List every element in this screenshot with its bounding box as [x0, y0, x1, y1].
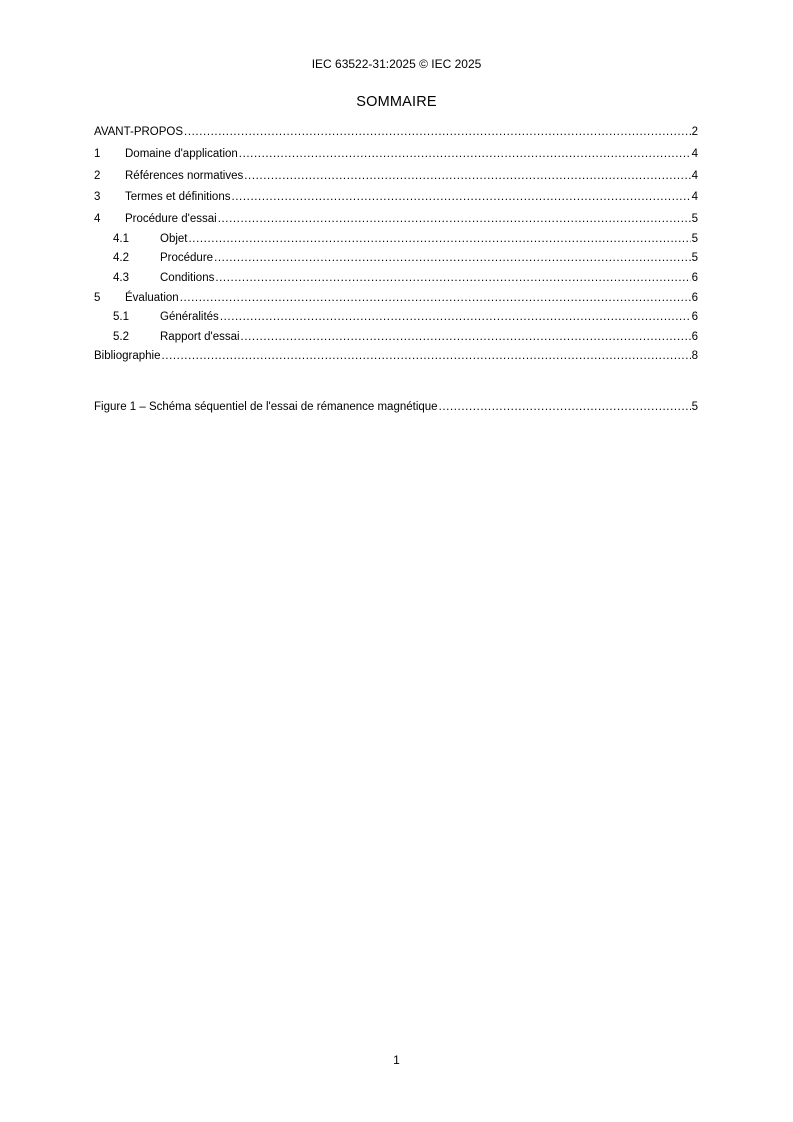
toc-entry-generalites[interactable]	[94, 310, 698, 324]
toc-entry-label: Procédure d'essai	[125, 213, 217, 226]
toc-entry-page: 8	[691, 350, 698, 363]
toc-entry-number: 5.1	[113, 311, 129, 324]
toc-entry-page: 4	[691, 191, 698, 204]
toc-entry-number: 4.1	[113, 232, 129, 245]
toc-entry-avant-propos[interactable]	[94, 125, 698, 139]
toc-entry-page: 5	[691, 213, 698, 226]
toc-entry-page: 4	[691, 147, 698, 160]
toc-entry-number: 4.3	[113, 271, 129, 284]
dot-leader	[220, 310, 691, 324]
toc-entry-label: Références normatives	[125, 169, 244, 182]
toc-entry-number: 1	[94, 147, 101, 160]
toc-entry-label: Évaluation	[125, 291, 179, 304]
dot-leader	[241, 330, 691, 344]
dot-leader	[218, 212, 691, 226]
toc-entry-objet[interactable]	[94, 232, 698, 246]
toc-entry-number: 5	[94, 291, 101, 304]
toc-entry-label: Domaine d'application	[125, 147, 238, 160]
list-of-figures	[94, 400, 698, 422]
document-header: IEC 63522-31:2025 © IEC 2025	[311, 57, 482, 71]
toc-entry-domaine-application[interactable]	[94, 147, 698, 161]
figure-entry-1[interactable]	[94, 400, 698, 414]
dot-leader	[239, 147, 691, 161]
toc-entry-page: 5	[691, 252, 698, 265]
dot-leader	[214, 251, 691, 265]
toc-entry-label: Rapport d'essai	[160, 330, 240, 343]
toc-entry-number: 3	[94, 191, 101, 204]
toc-entry-references-normatives[interactable]	[94, 169, 698, 183]
toc-entry-page: 6	[691, 311, 698, 324]
toc-entry-label: Objet	[160, 232, 188, 245]
dot-leader	[215, 271, 690, 285]
dot-leader	[439, 400, 691, 414]
dot-leader	[231, 190, 690, 204]
toc-entry-label: Généralités	[160, 311, 219, 324]
figure-entry-label: Figure 1 – Schéma séquentiel de l'essai de rémanence magnétique	[94, 401, 438, 413]
toc-entry-termes-definitions[interactable]	[94, 190, 698, 204]
toc-entry-procedure-essai[interactable]	[94, 212, 698, 226]
dot-leader	[244, 169, 690, 183]
toc-entry-number: 4.2	[113, 252, 129, 265]
figure-entry-page: 5	[691, 401, 698, 413]
toc-entry-number: 4	[94, 213, 101, 226]
dot-leader	[162, 349, 691, 363]
toc-entry-number: 5.2	[113, 330, 129, 343]
table-of-contents	[94, 125, 698, 371]
toc-entry-page: 6	[691, 271, 698, 284]
toc-entry-conditions[interactable]	[94, 271, 698, 285]
toc-entry-label: Conditions	[160, 271, 215, 284]
toc-entry-page: 6	[691, 330, 698, 343]
toc-entry-page: 2	[691, 126, 698, 138]
toc-entry-procedure[interactable]	[94, 251, 698, 265]
toc-entry-label: Termes et définitions	[125, 191, 231, 204]
toc-title: SOMMAIRE	[356, 94, 437, 110]
toc-entry-page: 5	[691, 232, 698, 245]
page-number: 1	[393, 1053, 400, 1067]
toc-entry-number: 2	[94, 169, 101, 182]
toc-entry-evaluation[interactable]	[94, 291, 698, 305]
dot-leader	[189, 232, 691, 246]
toc-entry-page: 4	[691, 169, 698, 182]
dot-leader	[180, 291, 691, 305]
toc-entry-label: Procédure	[160, 252, 214, 265]
dot-leader	[184, 125, 691, 139]
toc-entry-page: 6	[691, 291, 698, 304]
toc-entry-rapport-essai[interactable]	[94, 330, 698, 344]
toc-entry-bibliographie[interactable]	[94, 349, 698, 363]
toc-entry-label: AVANT-PROPOS	[94, 126, 184, 138]
toc-entry-label: Bibliographie	[94, 350, 161, 363]
